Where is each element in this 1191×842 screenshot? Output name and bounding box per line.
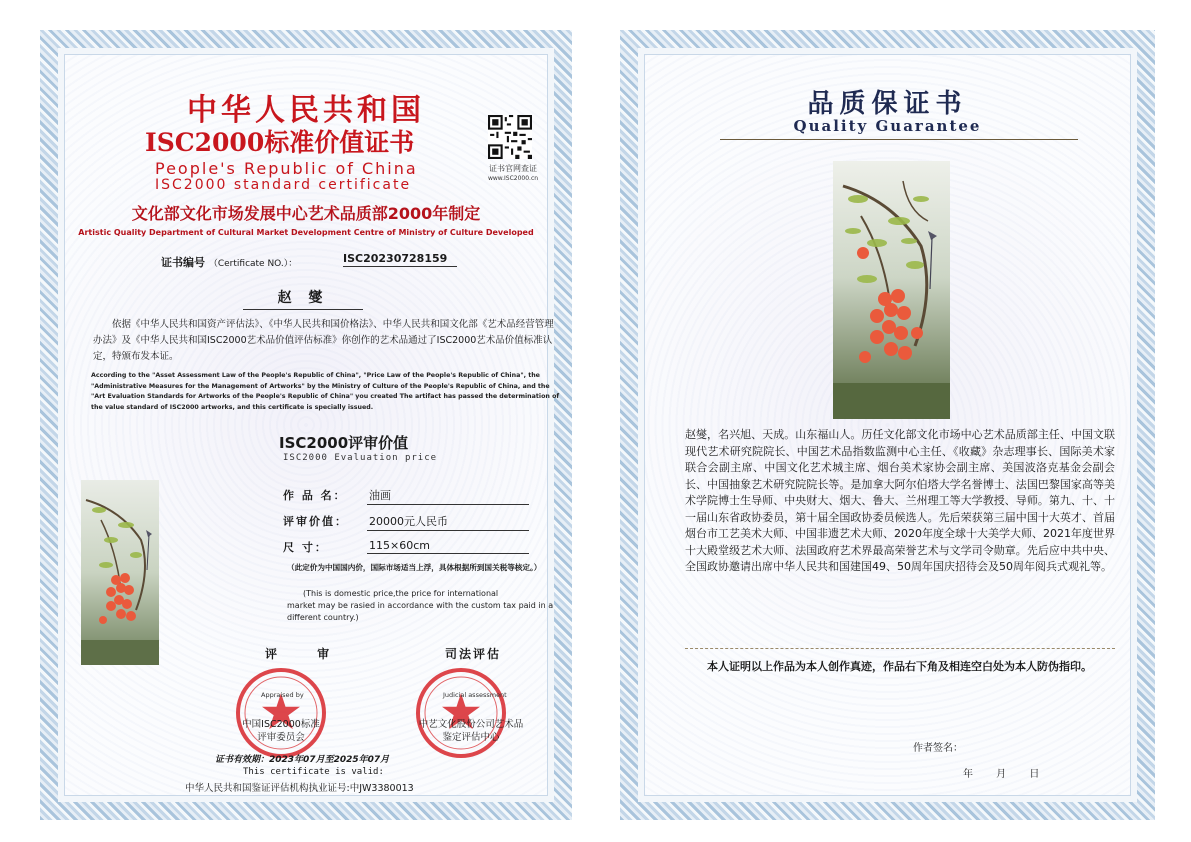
price-note-en-1: (This is domestic price,the price for international: [303, 589, 499, 598]
appraisal-org-line-1: 中国ISC2000标准: [242, 719, 320, 730]
artwork-name-value: 油画: [367, 487, 529, 505]
guarantee-inner: [644, 54, 1131, 796]
price-note-en-2: market may be rasied in accordance with the custom tax paid in a different country.): [287, 601, 554, 622]
artwork-image: [833, 161, 950, 419]
validity-en: This certificate is valid:: [243, 767, 384, 777]
size-label: 尺 寸：: [283, 541, 328, 554]
artist-name: 赵 燮: [243, 287, 363, 310]
artwork-name-label: 作 品 名：: [283, 489, 347, 502]
validity-cn: 证书有效期：2023年07月至2025年07月: [215, 755, 390, 765]
date-line: 年 月 日: [963, 769, 1040, 780]
isc-certificate-sheet: [40, 30, 572, 820]
artist-biography: 赵燮，名兴旭、天成。山东福山人。历任文化部文化市场中心艺术品质部主任、中国文联现代艺术研究院院长、中国艺术品指数监测中心主任、《收藏》杂志理事长、国际美术家联合会副主席、中国文化艺术城主席、烟台美术家协会副主席、美国波洛克基金会副会长、中国抽象艺术研究院院长等。是加拿大阿尔伯塔大学名誉博士、法国巴黎国家高等美术学院博士生导师、中央财大、烟大、鲁大、兰州理工等大学教授、导师。第九、十、十一届山东省政协委员，第十届全国政协委员候选人。先后荣获第三届中国十大英才、首届烟台市工艺美术大师、中国非遗艺术大师、2020年度全球十大美学大师、2021年度世界十大殿堂级艺术大师、法国政府艺术界最高荣誉艺术与文学司令勋章。先后应中共中央、全国政协邀请出席中华人民共和国建国49、50周年国庆招待会及50周年阅兵式观礼等。: [685, 428, 1115, 573]
qr-label: 证书官网查证: [489, 164, 537, 173]
price-note-en: [287, 588, 572, 624]
appraised-by-label: Appraised by: [261, 691, 304, 699]
appraisal-org-line-2: 评审委员会: [257, 732, 305, 743]
certificate-no-label-cn: 证书编号: [161, 256, 205, 269]
title-en-2: ISC2000 standard certificate: [155, 177, 412, 193]
authenticity-declaration: 本人证明以上作品为本人创作真迹，作品右下角及相连空白处为本人防伪指印。: [707, 660, 1092, 673]
appraisal-org: [233, 718, 329, 744]
title-isc: ISC2000标准价值证书: [145, 128, 415, 157]
author-signature-label: 作者签名：: [913, 743, 963, 754]
title-cn: 中华人民共和国: [187, 93, 425, 128]
dashed-divider: [685, 648, 1115, 649]
eval-value-value: 20000元人民币: [367, 513, 529, 531]
dept-cn: 文化部文化市场发展中心艺术品质部2000年制定: [131, 204, 481, 223]
appraised-title: 评 审: [265, 647, 348, 661]
judicial-org: [405, 718, 537, 744]
title-divider: [720, 139, 1078, 140]
judicial-assessment-label: Judicial assessment: [443, 691, 507, 699]
certificate-inner: [64, 54, 560, 796]
appraisal-seal-stamp: [235, 667, 327, 759]
guarantee-title-en: Quality Guarantee: [793, 117, 982, 135]
guarantee-title-cn: 品质保证书: [807, 89, 968, 119]
judicial-seal-stamp: [415, 667, 507, 759]
judicial-org-line-1: 中艺文化股份公司艺术品: [418, 719, 524, 730]
qr-code-icon[interactable]: [488, 115, 532, 159]
quality-guarantee-sheet: [620, 30, 1155, 820]
eval-value-label: 评审价值：: [283, 515, 348, 528]
judicial-org-line-2: 鉴定评估中心: [442, 732, 500, 743]
judicial-title: 司法评估: [445, 647, 502, 661]
title-en-1: People's Republic of China: [155, 159, 418, 178]
legal-basis-cn: 依据《中华人民共和国资产评估法》、《中华人民共和国价格法》、中华人民共和国文化部《艺术品经营管理办法》及《中华人民共和国ISC2000艺术品价值评估标准》你创作的艺术品通过了ISC2000艺术品价值标准认定，特颁布发本证。: [93, 319, 554, 362]
artwork-thumbnail: [81, 480, 159, 665]
license-number: 中华人民共和国鉴证评估机构执业证号:中JW3380013: [185, 783, 414, 794]
dept-en: Artistic Quality Department of Cultural Market Development Centre of Ministry of Culture Developed: [78, 228, 534, 237]
certificate-no-label: [161, 254, 297, 270]
size-value: 115×60cm: [367, 539, 529, 554]
certificate-no-label-en: （Certificate NO.）：: [208, 259, 298, 269]
legal-basis-en: According to the "Asset Assessment Law of the People's Republic of China", "Price Law of the People's Republic of China", the "Administrative Measures for the Management of Artworks" by the Ministry of Culture of the People's Republic of China, and the "Art Evaluation Standards for Artworks of the People's Republic of China" you created The artifact has passed the determination of the value standard of ISC2000 artworks, and this certificate is specially issued.: [91, 372, 560, 411]
eval-subtitle: ISC2000 Evaluation price: [283, 453, 438, 463]
certificate-no-value: ISC20230728159: [343, 252, 457, 267]
eval-title: ISC2000评审价值: [279, 434, 409, 452]
price-note-cn: （此定价为中国国内价，国际市场适当上浮，具体根据所到国关税等核定。）: [287, 563, 542, 572]
qr-url: www.ISC2000.cn: [487, 175, 539, 182]
